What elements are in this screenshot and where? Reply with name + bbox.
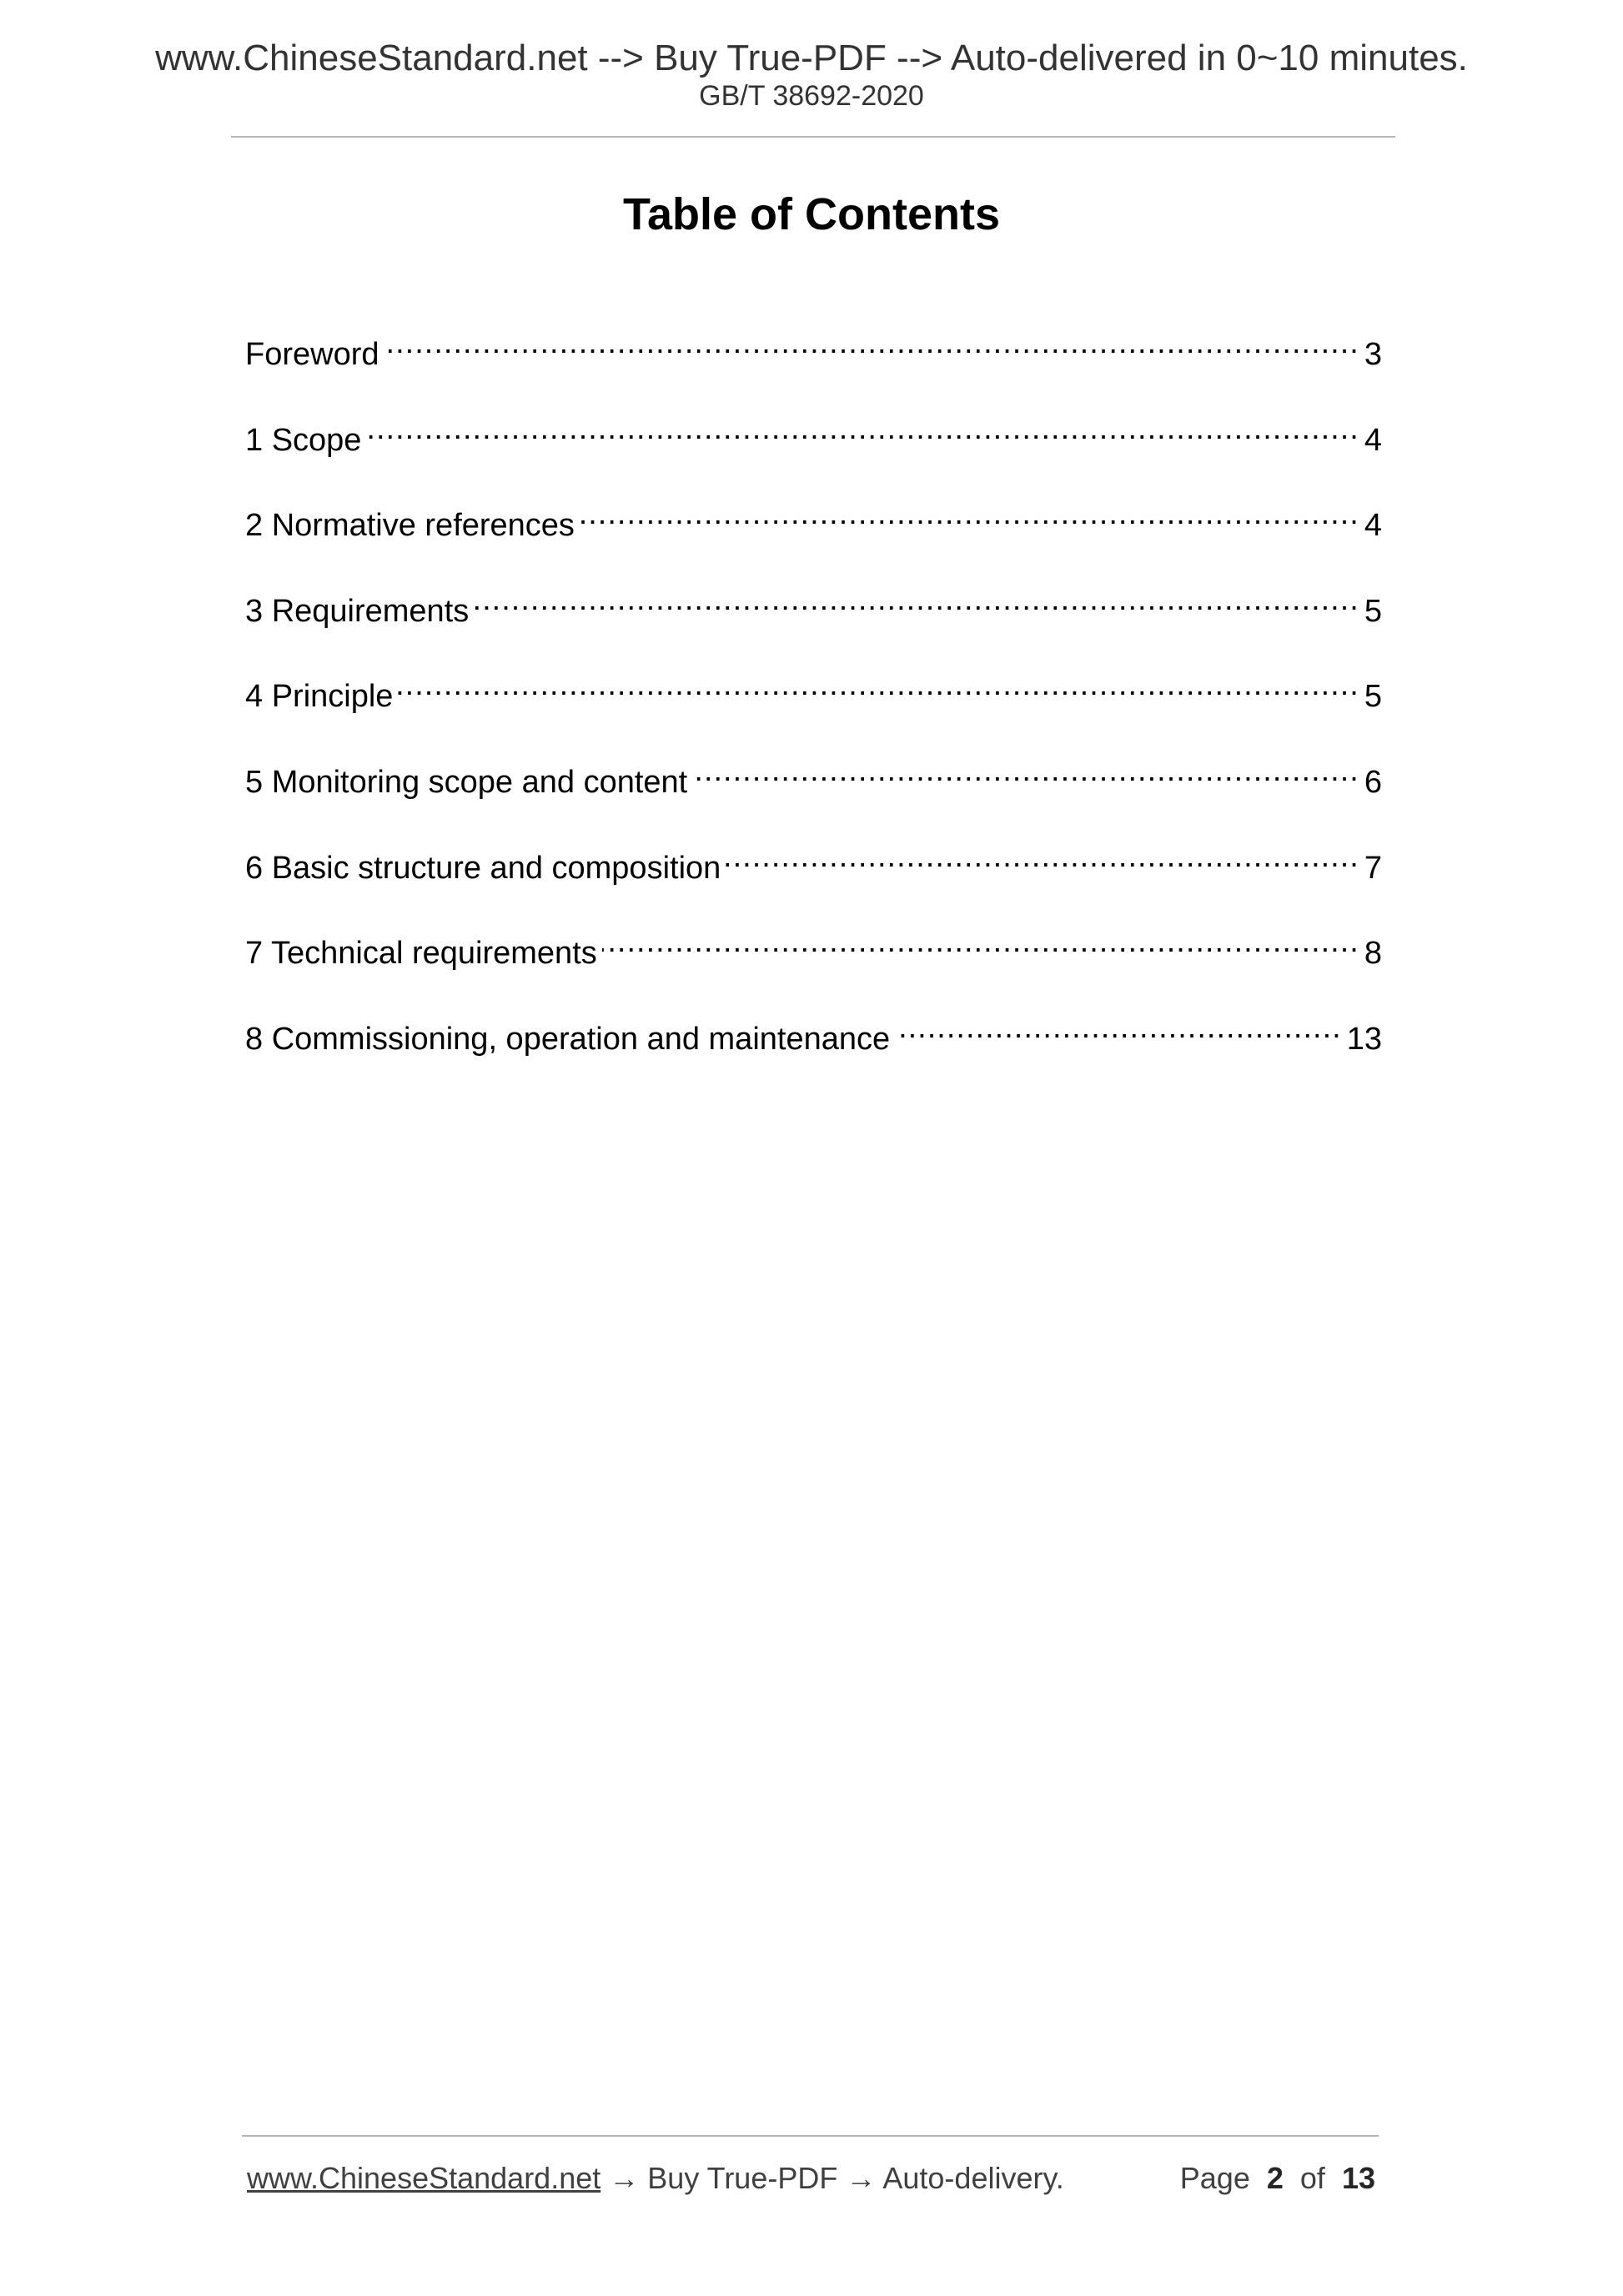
dot-leader: [366, 407, 1359, 450]
toc-entry-label: 3 Requirements: [245, 593, 470, 629]
buy-text: Buy True-PDF: [647, 2161, 838, 2195]
toc-entry-basic-structure[interactable]: [245, 835, 1382, 921]
toc-entry-foreword[interactable]: [245, 321, 1382, 407]
total-pages-number: 13: [1341, 2161, 1375, 2195]
footer-divider: [242, 2135, 1379, 2137]
toc-entry-label: 4 Principle: [245, 679, 394, 715]
table-of-contents: [245, 321, 1382, 1091]
toc-entry-page: 3: [1364, 337, 1382, 372]
toc-entry-page: 6: [1364, 764, 1382, 800]
arrow-right-icon: →: [846, 2161, 877, 2195]
dot-leader: [895, 1006, 1342, 1049]
toc-title: Table of Contents: [623, 189, 1000, 239]
toc-entry-technical-requirements[interactable]: [245, 920, 1382, 1006]
toc-entry-label: 1 Scope: [245, 422, 362, 458]
footer-promo: [247, 2160, 1064, 2197]
toc-entry-monitoring-scope[interactable]: [245, 749, 1382, 835]
toc-entry-scope[interactable]: [245, 407, 1382, 493]
toc-entry-label: 6 Basic structure and composition: [245, 850, 721, 886]
dot-leader: [398, 663, 1359, 706]
toc-entry-page: 5: [1364, 593, 1382, 629]
toc-entry-page: 13: [1346, 1021, 1382, 1057]
toc-entry-requirements[interactable]: [245, 578, 1382, 664]
site-banner: www.ChineseStandard.net --> Buy True-PDF --> Auto-delivered in 0~10 minutes.: [155, 38, 1468, 78]
toc-entry-page: 5: [1364, 679, 1382, 715]
dot-leader: [474, 578, 1359, 621]
site-link[interactable]: www.ChineseStandard.net: [247, 2161, 601, 2195]
dot-leader: [692, 749, 1359, 792]
dot-leader: [580, 492, 1359, 535]
page-indicator: [1180, 2160, 1375, 2197]
toc-entry-label: Foreword: [245, 337, 379, 372]
toc-entry-normative-references[interactable]: [245, 492, 1382, 578]
current-page-number: 2: [1266, 2161, 1284, 2195]
header-divider: [231, 136, 1395, 138]
page-word: Page: [1179, 2161, 1250, 2195]
toc-entry-label: 8 Commissioning, operation and maintenance: [245, 1021, 891, 1057]
toc-entry-page: 4: [1364, 422, 1382, 458]
delivery-text: Auto-delivery.: [882, 2161, 1064, 2195]
of-word: of: [1299, 2161, 1325, 2195]
dot-leader: [726, 835, 1359, 878]
toc-entry-label: 7 Technical requirements: [245, 936, 597, 972]
document-number: GB/T 38692-2020: [699, 80, 924, 112]
toc-entry-page: 4: [1364, 508, 1382, 544]
toc-entry-page: 8: [1364, 936, 1382, 972]
toc-entry-page: 7: [1364, 850, 1382, 886]
toc-entry-commissioning[interactable]: [245, 1006, 1382, 1092]
toc-entry-label: 2 Normative references: [245, 508, 575, 544]
arrow-right-icon: →: [609, 2161, 640, 2195]
toc-entry-label: 5 Monitoring scope and content: [245, 764, 688, 800]
toc-entry-principle[interactable]: [245, 663, 1382, 749]
dot-leader: [384, 321, 1359, 364]
dot-leader: [602, 920, 1359, 963]
